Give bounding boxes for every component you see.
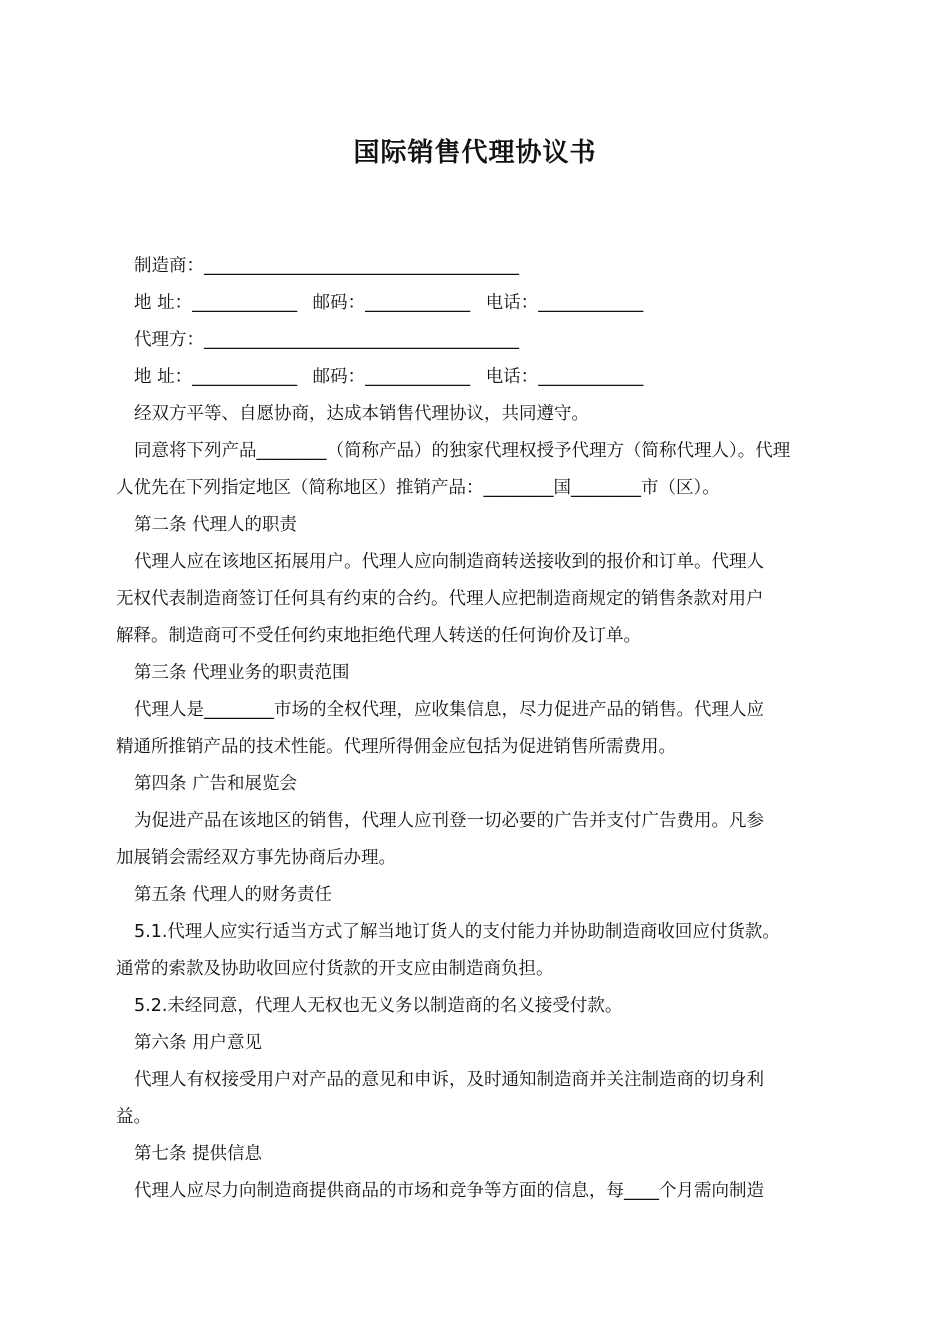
document-title: 国际销售代理协议书 — [353, 138, 597, 168]
agent-phone: 电话：____________ — [485, 367, 644, 387]
clause5-heading: 第五条 代理人的财务责任 — [134, 885, 333, 905]
clause6-line1: 代理人有权接受用户对产品的意见和申诉，及时通知制造商并关注制造商的切身利 — [134, 1070, 764, 1090]
clause3-line1: 代理人是________市场的全权代理，应收集信息，尽力促进产品的销售。代理人应 — [134, 700, 764, 720]
clause7-line1: 代理人应尽力向制造商提供商品的市场和竞争等方面的信息，每____个月需向制造 — [134, 1181, 764, 1201]
clause2-line3: 解释。制造商可不受任何约束地拒绝代理人转送的任何询价及订单。 — [116, 626, 641, 646]
clause3-heading: 第三条 代理业务的职责范围 — [134, 663, 350, 683]
manufacturer-line: 制造商：____________________________________ — [134, 256, 519, 276]
manufacturer-phone: 电话：____________ — [485, 293, 644, 313]
clause1-line2: 人优先在下列指定地区（简称地区）推销产品：________国________市（区）。 — [116, 478, 720, 498]
clause4-heading: 第四条 广告和展览会 — [134, 774, 298, 794]
manufacturer-postcode: 邮码：____________ — [312, 293, 471, 313]
clause4-line1: 为促进产品在该地区的销售，代理人应刊登一切必要的广告并支付广告费用。凡参 — [134, 811, 764, 831]
clause3-line2: 精通所推销产品的技术性能。代理所得佣金应包括为促进销售所需费用。 — [116, 737, 676, 757]
document-body — [116, 248, 836, 1210]
clause2-heading: 第二条 代理人的职责 — [134, 515, 298, 535]
clause6-line2: 益。 — [116, 1107, 151, 1127]
clause2-line1: 代理人应在该地区拓展用户。代理人应向制造商转送接收到的报价和订单。代理人 — [134, 552, 764, 572]
clause1-line1: 同意将下列产品________（简称产品）的独家代理权授予代理方（简称代理人）。代理 — [134, 441, 791, 461]
clause5-line3: 5.2.未经同意，代理人无权也无义务以制造商的名义接受付款。 — [134, 996, 623, 1016]
preamble: 经双方平等、自愿协商，达成本销售代理协议，共同遵守。 — [134, 404, 589, 424]
agent-address: 地 址：____________ — [134, 367, 298, 387]
clause7-heading: 第七条 提供信息 — [134, 1144, 263, 1164]
agent-line: 代理方：____________________________________ — [134, 330, 519, 350]
clause2-line2: 无权代表制造商签订任何具有约束的合约。代理人应把制造商规定的销售条款对用户 — [116, 589, 764, 609]
agent-contact-line — [116, 359, 836, 396]
clause5-line1: 5.1.代理人应实行适当方式了解当地订货人的支付能力并协助制造商收回应付货款。 — [134, 922, 780, 942]
clause5-line2: 通常的索款及协助收回应付货款的开支应由制造商负担。 — [116, 959, 554, 979]
clause6-heading: 第六条 用户意见 — [134, 1033, 263, 1053]
clause4-line2: 加展销会需经双方事先协商后办理。 — [116, 848, 396, 868]
manufacturer-contact-line — [116, 285, 836, 322]
agent-postcode: 邮码：____________ — [312, 367, 471, 387]
manufacturer-address: 地 址：____________ — [134, 293, 298, 313]
